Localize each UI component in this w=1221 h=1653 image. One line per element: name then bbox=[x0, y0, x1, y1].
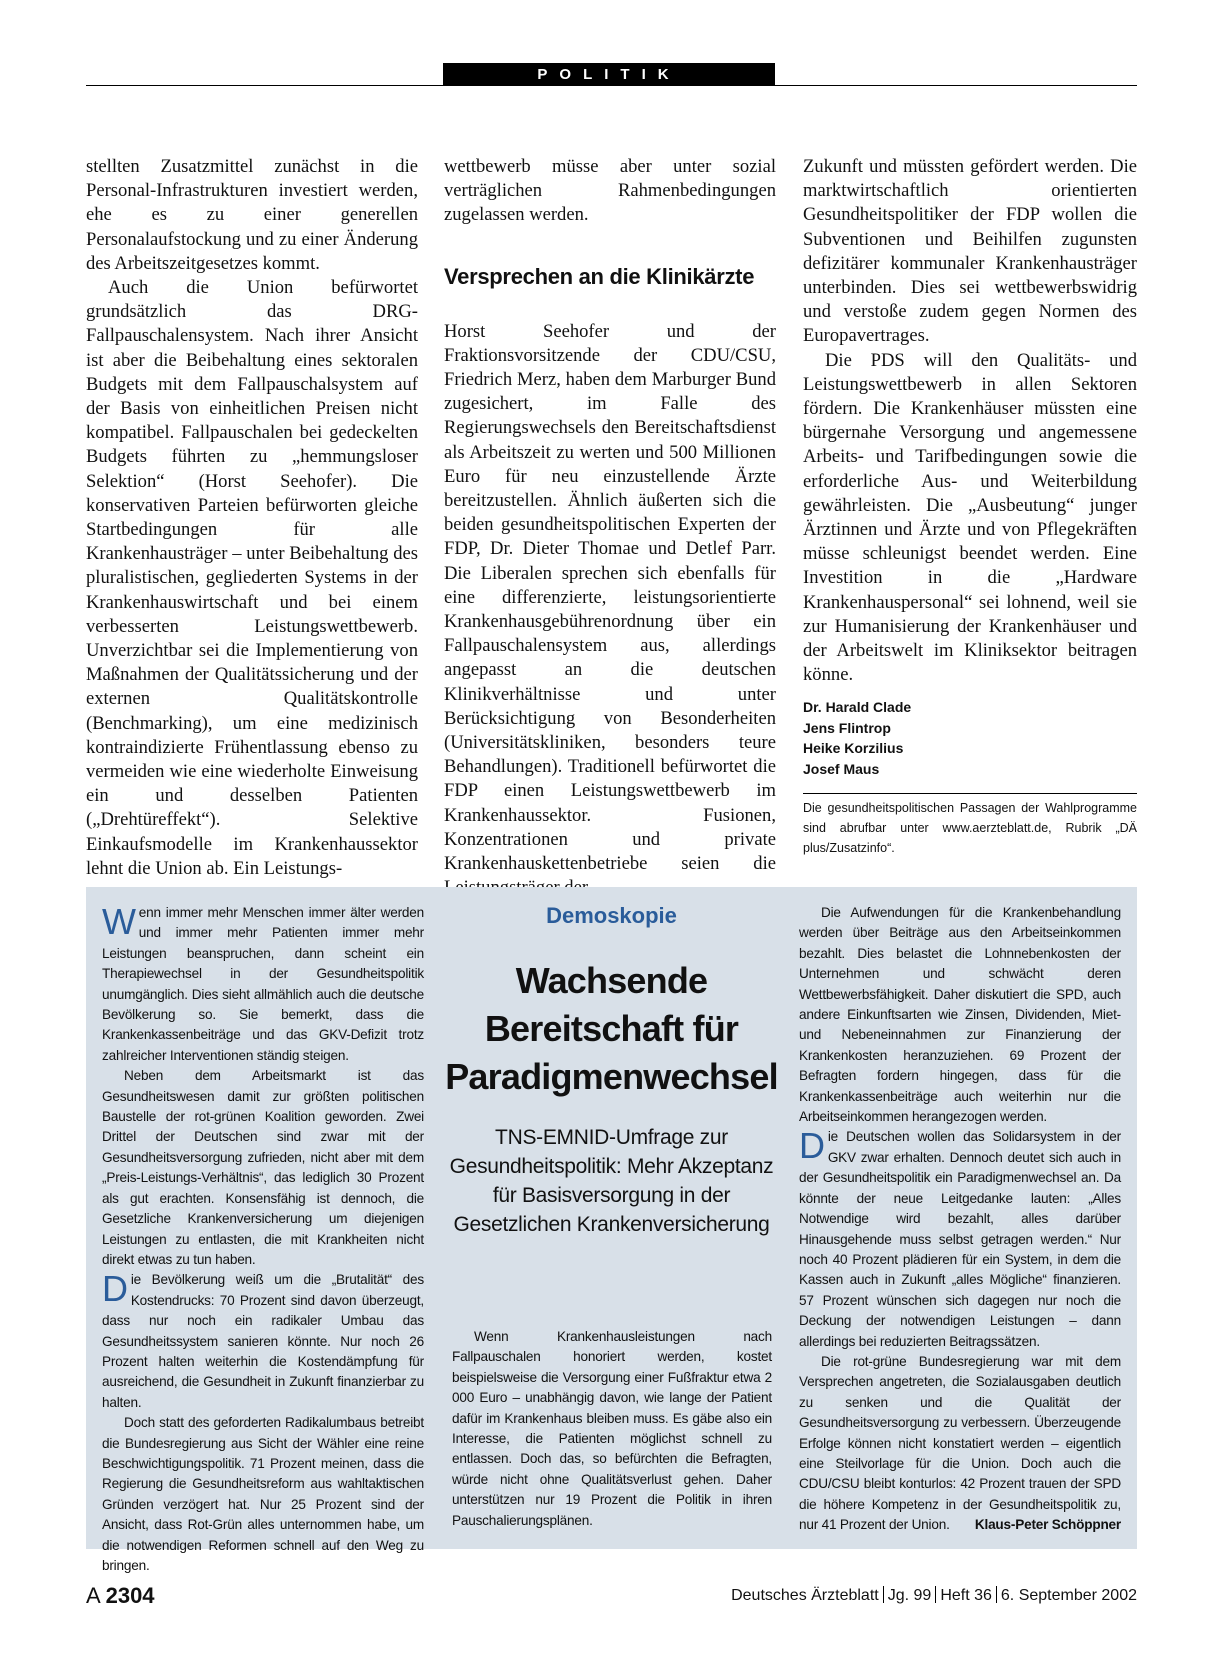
footnote: Die gesundheitspolitischen Passagen der Wahlprogramme sind abrufbar unter www.aerzteblatt.de, Rubrik „DÄ plus/Zusatzinfo“. bbox=[803, 793, 1137, 858]
author: Dr. Harald Clade bbox=[803, 699, 912, 716]
paragraph: wettbewerb müsse aber unter sozial verträglichen Rahmenbedingungen zugelassen werden. bbox=[444, 156, 776, 226]
paragraph: Auch die Union befürwortet grundsätzlich das DRG-Fallpauschalensystem. Nach ihrer Ansicht ist aber die Beibehaltung eines sektoralen Budgets mit dem Fallpauschalsystem auf der Basis von einheitlichen Preisen nicht kompatibel. Fallpauschalen bei gedeckelten Budgets führten zu „hemmungsloser Selektion“ (Horst Seehofer). Die konservativen Parteien befürworten gleiche Startbedingungen für alle Krankenhausträger – unter Beibehaltung des pluralistischen, gegliederten Systems in der Krankenhauswirtschaft und bei einem verbesserten Leistungswettbewerb. Unverzichtbar sei die Implementierung von Maßnahmen der Qualitätssicherung und der externen Qualitätskontrolle (Benchmarking), um eine medizinisch kontraindizierte Frühentlassung ebenso zu vermeiden wie eine wiederholte Einweisung ein und desselben Patienten („Drehtüreffekt“). Selektive Einkaufsmodelle im Krankenhaussektor lehnt die Union ab. Ein Leistungs- bbox=[86, 277, 418, 879]
page-number: A 2304 bbox=[86, 1583, 155, 1608]
box-author: Klaus-Peter Schöppner bbox=[974, 1517, 1121, 1533]
box-column-right bbox=[799, 903, 1121, 1536]
author: Jens Flintrop bbox=[803, 719, 891, 736]
issue-date: 6. September 2002 bbox=[1000, 1587, 1137, 1604]
article-column-1 bbox=[86, 155, 418, 881]
issue: Heft 36 bbox=[940, 1587, 992, 1604]
box-column-middle bbox=[452, 1327, 772, 1531]
box-subtitle: TNS-EMNID-Umfrage zur Gesundheitspolitik: Mehr Akzeptanz für Basisversorgung in der Gesetzlichen Krankenversicherung bbox=[449, 1126, 774, 1236]
paragraph: ie Deutschen wollen das Solidarsystem in der GKV zwar erhalten. Dennoch deutet sich auch in der Gesundheitspolitik ein Paradigmenwechsel an. Da könnte der neue Leitgedanke lauten: „Alles Notwendige wird bezahlt, alles darüber Hinausgehende muss selbst getragen werden.“ Nur noch 40 Prozent plädieren für ein System, in dem die Kassen auch in Zukunft „alles Mögliche“ finanzieren. 57 Prozent wünschen sich dagegen nur noch die Deckung der notwendigen Leistungen – dann allerdings bei reduzierten Beitragssätzen. bbox=[799, 1129, 1121, 1349]
article-column-2 bbox=[444, 155, 776, 900]
paragraph: Doch statt des geforderten Radikalumbaus betreibt die Bundesregierung aus Sicht der Wähler eine reine Beschwichtigungspolitik. 71 Prozent meinen, dass die Regierung die Gesundheitsreform aus wahltaktischen Gründen verzögert hat. Nur 25 Prozent sind der Ansicht, dass Rot-Grün alles unternommen habe, um die notwendigen Reformen schnell auf den Weg zu bringen. bbox=[102, 1415, 424, 1573]
paragraph: Neben dem Arbeitsmarkt ist das Gesundheitswesen damit zur größten politischen Baustelle der rot-grünen Koalition geworden. Zwei Drittel der Deutschen sind zwar mit der Gesundheitsversorgung zufrieden, nicht aber mit dem „Preis-Leistungs-Verhältnis“, das lediglich 30 Prozent als gut erachten. Konsensfähig ist dennoch, die Gesetzliche Krankenversicherung um diejenigen Leistungen zu entlasten, die mit Krankheiten nicht direkt etwas zu tun haben. bbox=[102, 1068, 424, 1267]
paragraph: Zukunft und müssten gefördert werden. Die marktwirtschaftlich orientierten Gesundheitspolitiker der FDP wollen die Subventionen und Beihilfen zugunsten defizitärer kommunaler Krankenhausträger unterbinden. Dies sei wettbewerbswidrig und verstoße zudem gegen Normen des Europavertrages. bbox=[803, 156, 1137, 347]
publication-info bbox=[731, 1586, 1137, 1605]
drop-cap: D bbox=[102, 1268, 128, 1310]
author-list bbox=[803, 697, 1137, 779]
drop-cap: D bbox=[799, 1125, 825, 1167]
paragraph: ie Bevölkerung weiß um die „Brutalität“ des Kostendrucks: 70 Prozent sind davon überzeugt, dass nur noch ein radikaler Umbau das Gesundheitssystem sanieren könnte. Nur noch 26 Prozent halten weiterhin die Kostendämpfung für ausreichend, die Gesundheit in Zukunft finanzierbar zu halten. bbox=[102, 1272, 424, 1410]
author: Heike Korzilius bbox=[803, 740, 904, 757]
journal-name: Deutsches Ärzteblatt bbox=[731, 1587, 879, 1604]
paragraph: Die rot-grüne Bundesregierung war mit dem Versprechen angetreten, die Sozialausgaben deutlich zu senken und die Qualität der Gesundheitsversorgung zu verbessern. Überzeugende Erfolge können nicht konstatiert werden – eigentlich eine Steilvorlage für die Union. Doch auch die CDU/CSU bleibt konturlos: 42 Prozent trauen der SPD die höhere Kompetenz in der Gesundheitspolitik zu, nur 41 Prozent der Union. bbox=[799, 1353, 1121, 1533]
article-column-3 bbox=[803, 155, 1137, 858]
paragraph: Die PDS will den Qualitäts- und Leistungswettbewerb in allen Sektoren fördern. Die Krankenhäuser müssten eine bürgernahe Versorgung und angemessene Arbeits- und Tarifbedingungen sowie die erforderliche Aus- und Weiterbildung gewährleisten. Die „Ausbeutung“ junger Ärztinnen und Ärzte und von Pflegekräften müsse schleunigst beendet werden. Eine Investition in die „Hardware Krankenhauspersonal“ sei lohnend, weil sie zur Humanisierung der Krankenhäuser und der Arbeitswelt im Kliniksektor beitragen könne. bbox=[803, 349, 1137, 686]
paragraph: stellten Zusatzmittel zunächst in die Personal-Infrastrukturen investiert werden, ehe es zu einer generellen Personalaufstockung und zu einer Änderung des Arbeitszeitgesetzes kommt. bbox=[86, 156, 418, 274]
box-kicker: Demoskopie bbox=[546, 903, 677, 928]
author: Josef Maus bbox=[803, 760, 880, 777]
paragraph: enn immer mehr Menschen immer älter werden und immer mehr Patienten immer mehr Leistungen beanspruchen, dann scheint ein Therapiewechsel in der Gesundheitspolitik unumgänglich. Dies sieht allmählich auch die deutsche Bevölkerung so. Sie bemerkt, dass die Krankenkassenbeiträge und das GKV-Defizit trotz zahlreicher Interventionen ständig steigen. bbox=[102, 905, 424, 1063]
box-column-left bbox=[102, 903, 424, 1576]
volume: Jg. 99 bbox=[887, 1587, 932, 1604]
drop-cap: W bbox=[102, 901, 136, 942]
box-title: Wachsende Bereitschaft für Paradigmenwechsel bbox=[445, 960, 778, 1097]
section-label: POLITIK bbox=[443, 63, 775, 86]
subheading: Versprechen an die Klinikärzte bbox=[444, 263, 755, 289]
paragraph: Wenn Krankenhausleistungen nach Fallpauschalen honoriert werden, kostet beispielsweise die Versorgung einer Fußfraktur etwa 2 000 Euro – unabhängig davon, wie lange der Patient dafür im Krankenhaus bleiben muss. Es gäbe also ein Interesse, die Patienten möglichst schnell zu entlassen. Doch das, so befürchten die Befragten, würde nicht ohne Qualitätsverlust gehen. Daher unterstützen nur 19 Prozent die Politik in ihren Pauschalierungsplänen. bbox=[452, 1329, 772, 1528]
paragraph: Horst Seehofer und der Fraktionsvorsitzende der CDU/CSU, Friedrich Merz, haben dem Marburger Bund zugesichert, im Falle des Regierungswechsels den Bereitschaftsdienst als Arbeitszeit zu werten und 500 Millionen Euro für neu einzustellende Ärzte bereitzustellen. Ähnlich äußerten sich die beiden gesundheitspolitischen Experten der FDP, Dr. Dieter Thomae und Detlef Parr. Die Liberalen sprechen sich ebenfalls für eine differenzierte, leistungsorientierte Krankenhausgebührenordnung über ein Fallpauschalensystem aus, allerdings angepasst an die deutschen Klinikverhältnisse und unter Berücksichtigung von Besonderheiten (Universitätskliniken, besonders teure Behandlungen). Traditionell befürwortet die FDP einen Leistungswettbewerb im Krankenhaussektor. Fusionen, Konzentrationen und private Krankenhauskettenbetriebe seien die bbox=[444, 320, 776, 875]
paragraph: Die Aufwendungen für die Krankenbehandlung werden über Beiträge aus den Arbeitseinkommen bezahlt. Dies belastet die Lohnnebenkosten der Unternehmen und schwächt deren Wettbewerbsfähigkeit. Daher diskutiert die SPD, auch andere Einkunftsarten wie Zinsen, Dividenden, Miet- und Nebeneinnahmen zur Finanzierung der Krankenkosten heranzuziehen. 69 Prozent der Befragten fordern hingegen, dass für die Krankenkassenbeiträge auch weiterhin nur die Arbeitseinkommen herangezogen werden. bbox=[799, 905, 1121, 1125]
